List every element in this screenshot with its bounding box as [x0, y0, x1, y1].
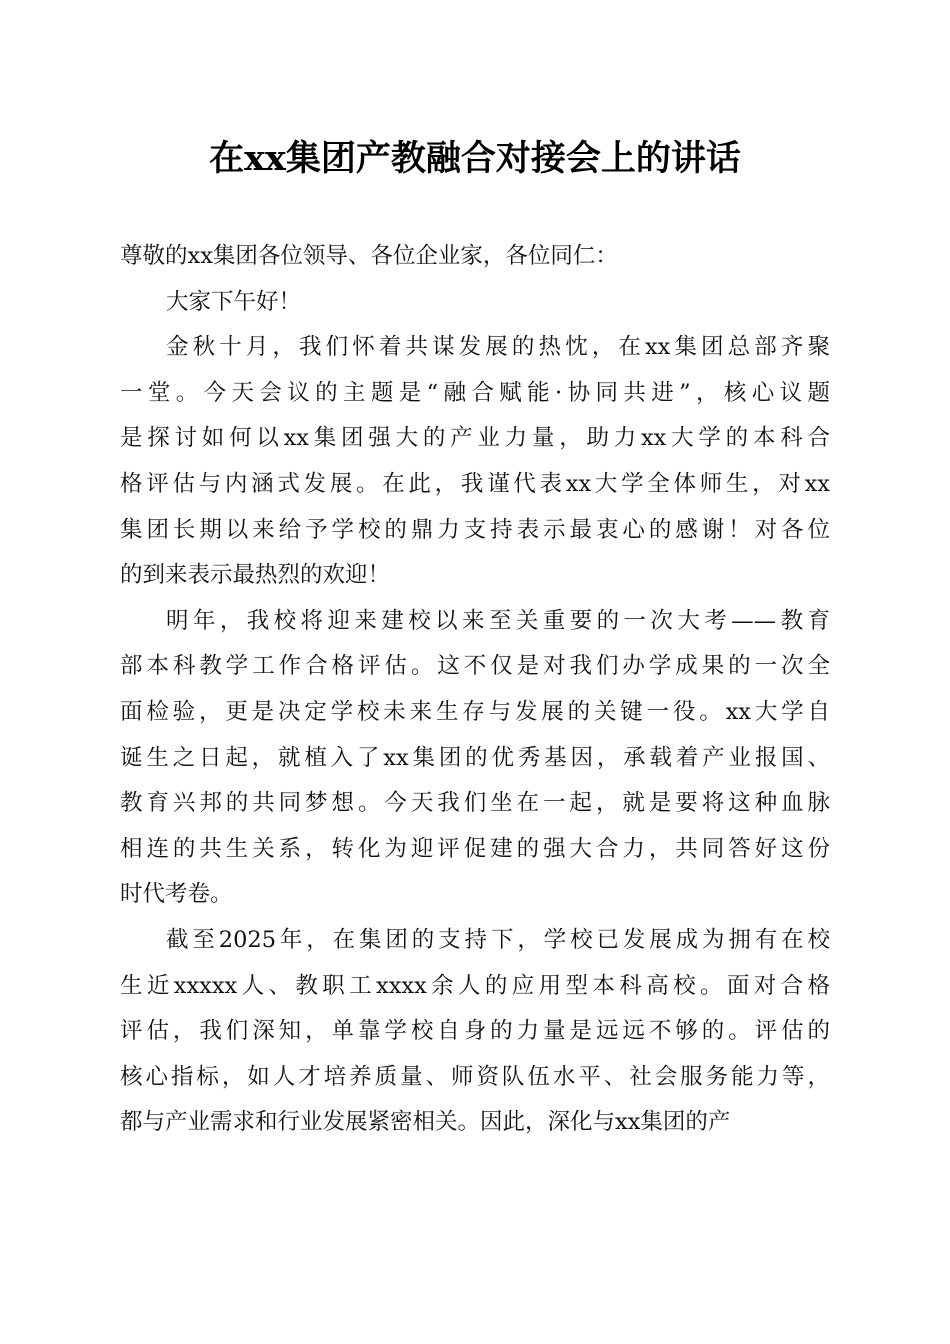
paragraph-line: 截至2025年，在集团的支持下，学校已发展成为拥有在校 [166, 926, 830, 953]
paragraph-line: 都与产业需求和行业发展紧密相关。因此，深化与xx集团的产 [120, 1109, 731, 1136]
paragraph-line: 评估，我们深知，单靠学校自身的力量是远远不够的。评估的 [120, 1018, 830, 1045]
paragraph-line: 是探讨如何以xx集团强大的产业力量，助力xx大学的本科合 [120, 425, 830, 452]
document-body [120, 234, 830, 1146]
paragraph-line: 金秋十月，我们怀着共谋发展的热忱，在xx集团总部齐聚 [166, 334, 830, 361]
paragraph-line: 集团长期以来给予学校的鼎力支持表示最衷心的感谢！对各位 [120, 516, 830, 543]
paragraph-line: 诞生之日起，就植入了xx集团的优秀基因，承载着产业报国、 [120, 744, 830, 771]
document-title: 在xx集团产教融合对接会上的讲话 [209, 138, 741, 179]
paragraph-line: 一堂。今天会议的主题是“融合赋能·协同共进”，核心议题 [120, 379, 830, 406]
paragraph-line: 时代考卷。 [120, 881, 233, 908]
paragraph-line: 生近xxxxx人、教职工xxxx余人的应用型本科高校。面对合格 [120, 972, 830, 999]
paragraph-line: 部本科教学工作合格评估。这不仅是对我们办学成果的一次全 [120, 653, 830, 680]
paragraph-line: 明年，我校将迎来建校以来至关重要的一次大考——教育 [166, 607, 830, 634]
greeting-line: 大家下午好！ [166, 288, 302, 315]
paragraph-line: 面检验，更是决定学校未来生存与发展的关键一役。xx大学自 [120, 698, 830, 725]
paragraph-line: 核心指标，如人才培养质量、师资队伍水平、社会服务能力等， [120, 1063, 830, 1090]
paragraph-line: 相连的共生关系，转化为迎评促建的强大合力，共同答好这份 [120, 835, 830, 862]
paragraph-line: 的到来表示最热烈的欢迎！ [120, 562, 391, 589]
paragraph-line: 教育兴邦的共同梦想。今天我们坐在一起，就是要将这种血脉 [120, 790, 830, 817]
paragraph-line: 格评估与内涵式发展。在此，我谨代表xx大学全体师生，对xx [120, 470, 830, 497]
salutation-line: 尊敬的xx集团各位领导、各位企业家，各位同仁： [120, 243, 618, 269]
